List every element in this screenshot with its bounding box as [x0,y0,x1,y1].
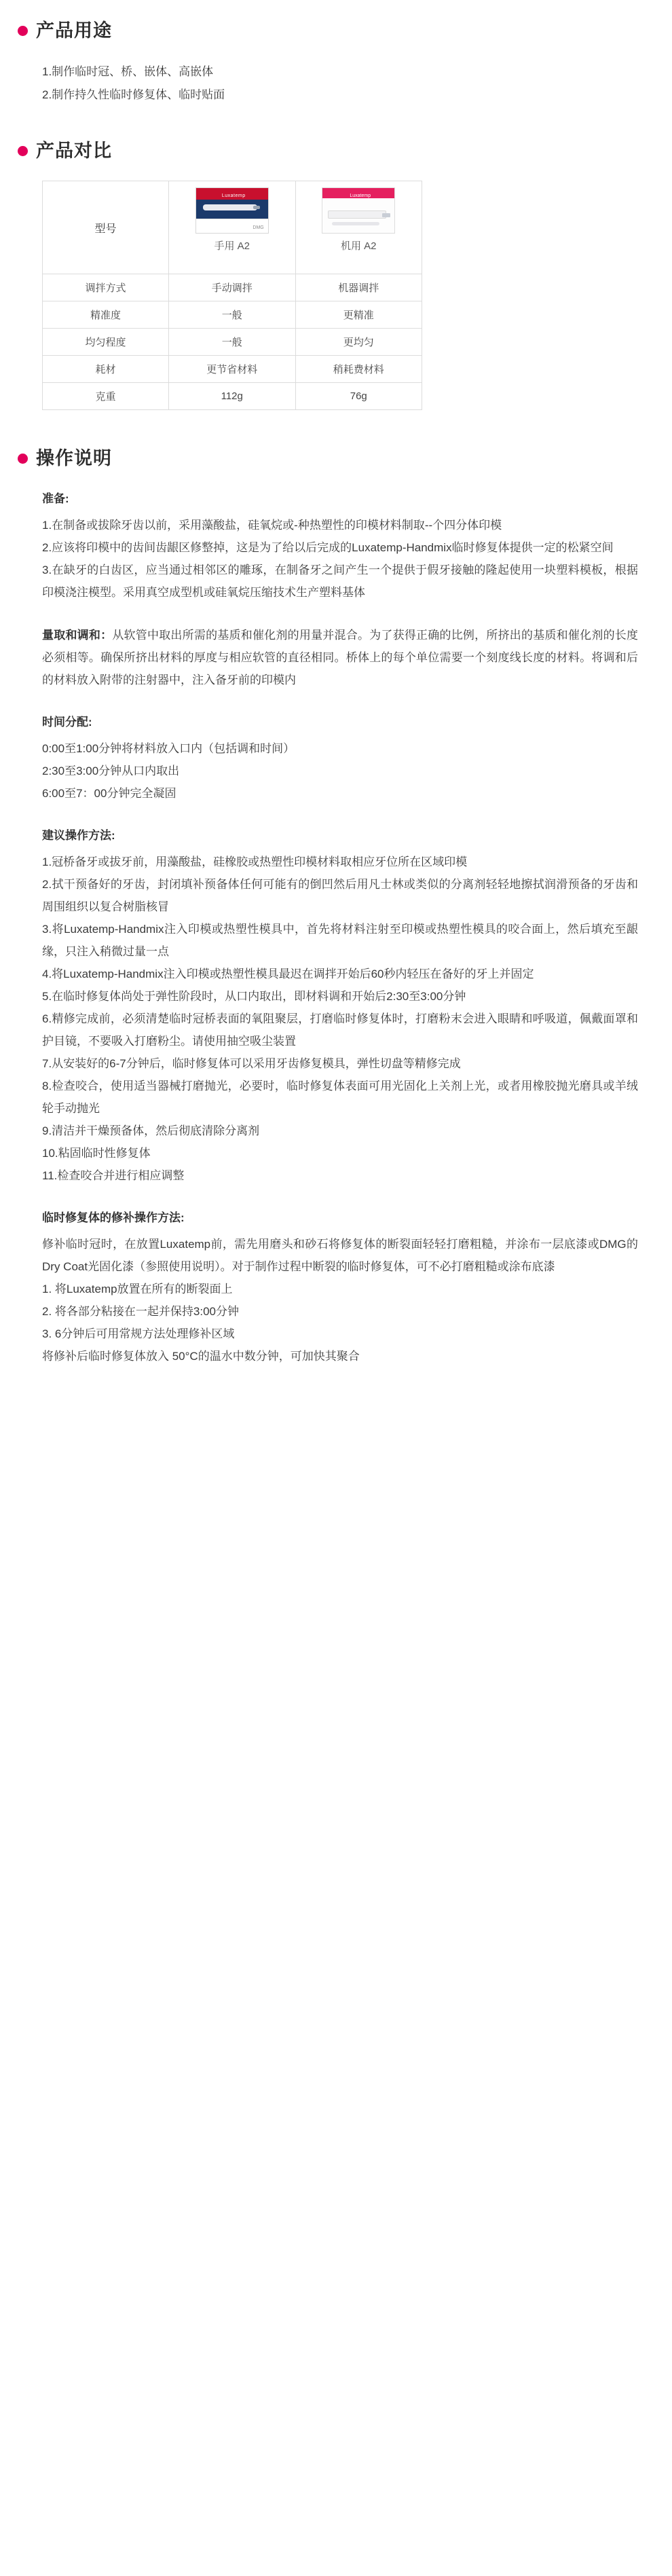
row-value-col1: 更节省材料 [169,356,296,383]
section-title-usage: 产品用途 [36,20,112,41]
row-value-col2: 稍耗费材料 [295,356,422,383]
product-name-col2: 机用 A2 [340,240,377,252]
row-label: 调拌方式 [43,274,169,301]
block-line: 1.在制备或拔除牙齿以前，采用藻酸盐，硅氧烷或-种热塑性的印模材料制取--个四分体印模 [42,519,502,532]
table-row [43,301,422,329]
block-heading: 准备: [42,492,69,505]
table-row [43,274,422,301]
section-title-comparison: 产品对比 [36,141,112,161]
package-image-automix [322,187,395,234]
block-paragraph [42,624,638,691]
block-heading: 时间分配: [42,716,92,729]
row-value-col2: 更精准 [295,301,422,329]
block-line: 1. 将Luxatemp放置在所有的断裂面上 [42,1283,233,1295]
comparison-table [42,181,422,410]
package-brand-label: Luxatemp [350,194,371,198]
package-brand-label: Luxatemp [221,194,246,198]
product-cell-automix [299,187,419,268]
row-value-col1: 112g [169,383,296,410]
row-value-col1: 一般 [169,301,296,329]
instruction-block-timing [42,712,638,805]
block-line: 4.将Luxatemp-Handmix注入印模或热塑性模具最迟在调拌开始后60秒内轻压在备好的牙上并固定 [42,968,534,980]
table-header-col1 [169,181,296,274]
block-line: 7.从安装好的6-7分钟后，临时修复体可以采用牙齿修复模具，弹性切盘等精修完成 [42,1057,461,1070]
block-line: 3.将Luxatemp-Handmix注入印模或热塑性模具中，首先将材料注射至印模或热塑性模具的咬合面上，然后填充至龈缘，只注入稍微过量一点 [42,923,638,958]
row-value-col1: 一般 [169,329,296,356]
table-header-row [43,181,422,274]
block-heading: 临时修复体的修补操作方法: [42,1211,185,1224]
row-value-col2: 机器调拌 [295,274,422,301]
mixing-tip-graphic [332,222,379,225]
table-row [43,383,422,410]
instruction-block-repair [42,1207,638,1367]
row-value-col2: 更均匀 [295,329,422,356]
block-line: 10.粘固临时性修复体 [42,1147,151,1160]
instructions-body [0,488,672,1367]
section-title-instructions: 操作说明 [36,448,112,468]
block-line: 9.清洁并干燥预备体，然后彻底清除分离剂 [42,1124,260,1137]
usage-item: 1.制作临时冠、桥、嵌体、高嵌体 [42,65,214,78]
block-line: 3. 6分钟后可用常规方法处理修补区域 [42,1327,235,1340]
row-value-col1: 手动调拌 [169,274,296,301]
package-brand-bar [196,188,268,200]
table-row [43,329,422,356]
instruction-block-mixing [42,624,638,691]
package-image-handmix [195,187,269,234]
instruction-block-procedure [42,825,638,1187]
block-line: 1.冠桥备牙或拔牙前，用藻酸盐，硅橡胶或热塑性印模材料取相应牙位所在区域印模 [42,855,468,868]
section-header-usage [0,22,672,40]
block-line: 2:30至3:00分钟从口内取出 [42,765,180,777]
product-name-col1: 手用 A2 [214,240,250,252]
usage-list [0,60,672,107]
block-heading: 量取和调和： [42,629,113,642]
comparison-table-wrapper [0,181,672,410]
bullet-dot-icon [18,454,28,464]
cartridge-graphic [328,210,386,219]
instruction-block-preparation [42,488,638,604]
package-brand-bar [322,188,394,198]
block-line: 2. 将各部分粘接在一起并保持3:00分钟 [42,1305,239,1318]
block-line: 6.精修完成前，必须清楚临时冠桥表面的氧阻聚层，打磨临时修复体时，打磨粉末会进入眼睛和呼吸道，佩戴面罩和护目镜，不要吸入打磨粉尘。请使用抽空吸尘装置 [42,1012,638,1048]
row-label: 精准度 [43,301,169,329]
bullet-dot-icon [18,26,28,36]
row-label: 克重 [43,383,169,410]
usage-item: 2.制作持久性临时修复体、临时贴面 [42,88,225,101]
package-footer [196,219,268,233]
row-label: 耗材 [43,356,169,383]
block-heading: 建议操作方法: [42,829,115,842]
block-line: 修补临时冠时，在放置Luxatemp前，需先用磨头和砂石将修复体的断裂面轻轻打磨粗糙，并涂布一层底漆或DMG的Dry Coat光固化漆（参照使用说明）。对于制作过程中断裂的临时修复体，可不必打磨粗糙或涂布底漆 [42,1238,638,1273]
table-row [43,356,422,383]
package-logo-label: DMG [253,225,264,230]
row-value-col2: 76g [295,383,422,410]
block-line: 6:00至7：00分钟完全凝固 [42,787,176,800]
block-line: 5.在临时修复体尚处于弹性阶段时，从口内取出，即材料调和开始后2:30至3:00分钟 [42,990,466,1003]
block-line: 3.在缺牙的白齿区，应当通过相邻区的雕琢，在制备牙之间产生一个提供于假牙接触的隆起使用一块塑料模板，根据印模浇注模型。采用真空成型机或硅氧烷压缩技术生产塑料基体 [42,564,638,599]
block-line: 将修补后临时修复体放入 50°C的温水中数分钟，可加快其聚合 [42,1350,360,1363]
block-line: 2.拭干预备好的牙齿，封闭填补预备体任何可能有的倒凹然后用凡士林或类似的分离剂轻轻地擦拭润滑预备的牙齿和周围组织以复合树脂核冒 [42,878,638,913]
product-cell-handmix [172,187,293,268]
table-header-label: 型号 [43,181,169,274]
section-header-instructions [0,449,672,468]
block-line: 0:00至1:00分钟将材料放入口内（包括调和时间） [42,742,295,755]
bullet-dot-icon [18,146,28,156]
row-label: 均匀程度 [43,329,169,356]
section-header-comparison [0,142,672,160]
syringe-graphic [203,204,257,210]
block-line: 2.应该将印模中的齿间齿龈区修整掉，这是为了给以后完成的Luxatemp-Handmix临时修复体提供一定的松紧空间 [42,541,614,554]
table-header-col2 [295,181,422,274]
block-line: 8.检查咬合，使用适当器械打磨抛光，必要时，临时修复体表面可用光固化上关剂上光，或者用橡胶抛光磨具或羊绒轮手动抛光 [42,1080,638,1115]
block-line: 11.检查咬合并进行相应调整 [42,1169,185,1182]
block-line: 从软管中取出所需的基质和催化剂的用量并混合。为了获得正确的比例，所挤出的基质和催化剂的长度必须相等。确保所挤出材料的厚度与相应软管的直径相同。桥体上的每个单位需要一个刻度线长度的材料。将调和后的材料放入附带的注射器中，注入备牙前的印模内 [42,629,639,686]
